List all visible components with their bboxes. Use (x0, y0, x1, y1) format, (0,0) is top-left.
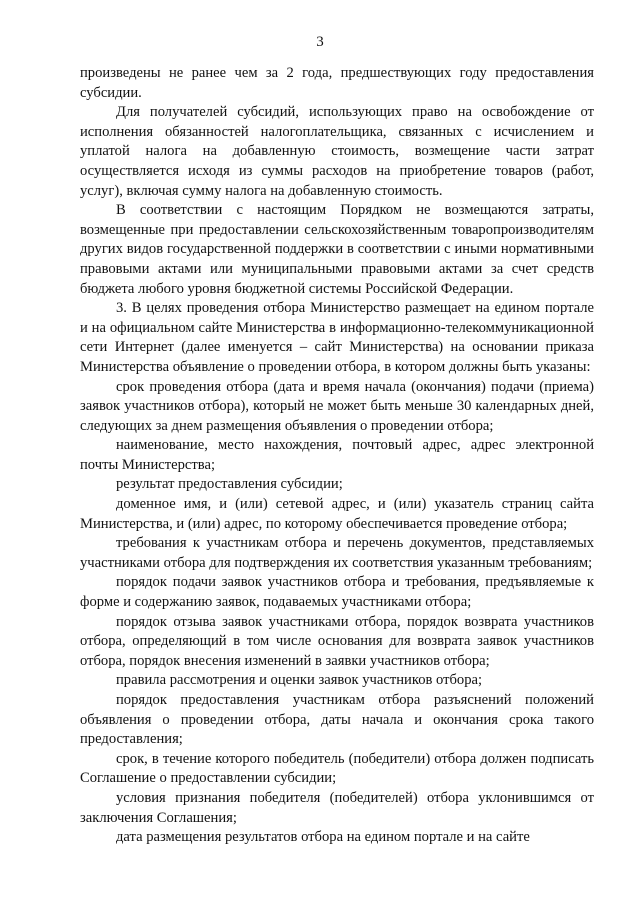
page-number: 3 (316, 34, 324, 50)
paragraph-non-reimbursed-costs: В соответствии с настоящим Порядком не возмещаются затраты, возмещенные при предоставлении сельскохозяйственным товаропроизводителям других видов государственной поддержки в соответствии с иными нормативными правовыми актами или муниципальными правовыми актами за счет средств бюджета любого уровня бюджетной системы Российской Федерации. (80, 202, 594, 297)
list-item-application-procedure: порядок подачи заявок участников отбора и требования, предъявляемые к форме и содержанию заявок, подаваемых участниками отбора; (80, 574, 594, 611)
list-item-withdrawal-procedure: порядок отзыва заявок участниками отбора, порядок возврата участников отбора, определяющий в том числе основания для возврата заявок участников отбора, порядок внесения изменений в заявки участников отбора; (80, 613, 594, 669)
list-item-subsidy-result: результат предоставления субсидии; (116, 476, 343, 493)
list-item-clarifications: порядок предоставления участникам отбора разъяснений положений объявления о проведении отбора, даты начала и окончания срока такого предоставления; (80, 692, 594, 748)
paragraph-selection-announcement: 3. В целях проведения отбора Министерство размещает на едином портале и на официальном сайте Министерства в информационно-телекоммуникационной сети Интернет (далее именуется – сайт Министерства) на основании приказа Министерства объявление о проведении отбора, в котором должны быть указаны: (80, 300, 594, 375)
list-item-evasion-conditions: условия признания победителя (победителей) отбора уклонившимся от заключения Соглашения; (80, 789, 594, 826)
list-item-selection-period: срок проведения отбора (дата и время начала (окончания) подачи (приема) заявок участников отбора), который не может быть меньше 30 календарных дней, следующих за днем размещения объявления о проведении отбора; (80, 378, 594, 434)
list-item-results-publication: дата размещения результатов отбора на едином портале и на сайте (116, 829, 530, 846)
list-item-signing-deadline: срок, в течение которого победитель (победители) отбора должен подписать Соглашение о предоставлении субсидии; (80, 750, 594, 787)
list-item-participant-requirements: требования к участникам отбора и перечень документов, представляемых участниками отбора для подтверждения их соответствия указанным требованиям; (80, 535, 594, 571)
list-item-evaluation-rules: правила рассмотрения и оценки заявок участников отбора; (116, 672, 483, 689)
document-body (80, 64, 594, 848)
paragraph-continuation: произведены не ранее чем за 2 года, предшествующих году предоставления субсидии. (80, 65, 594, 101)
paragraph-vat-exemption: Для получателей субсидий, использующих право на освобождение от исполнения обязанностей налогоплательщика, связанных с исчислением и уплатой налога на добавленную стоимость, возмещение части затрат осуществляется исходя из суммы расходов на приобретение товаров (работ, услуг), включая сумму налога на добавленную стоимость. (80, 104, 594, 199)
list-item-domain-name: доменное имя, и (или) сетевой адрес, и (или) указатель страниц сайта Министерства, и (или) адрес, по которому обеспечивается проведение отбора; (80, 496, 594, 532)
list-item-ministry-address: наименование, место нахождения, почтовый адрес, адрес электронной почты Министерства; (80, 437, 594, 473)
